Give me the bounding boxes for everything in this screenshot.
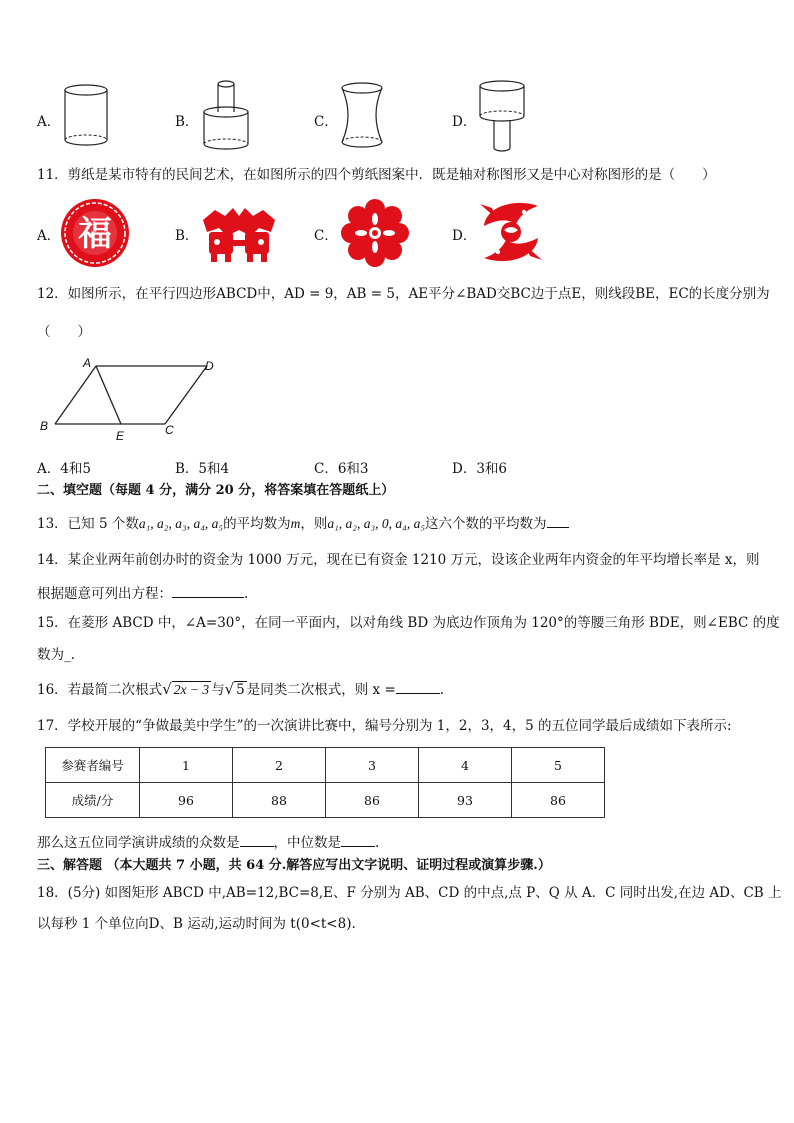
q14-line2-text: 根据题意可列出方程： — [37, 586, 172, 602]
table-row — [46, 783, 605, 818]
q17-median-blank[interactable] — [341, 832, 375, 847]
q13-set1: a₁, a₂, a₃, a₄, a₅ — [138, 516, 224, 531]
q14-line1: 14．某企业两年前创办时的资金为 1000 万元，现在已有资金 1210 万元，设该企业两年内资金的年平均增长率是 x，则 — [37, 552, 760, 568]
table-cell: 86 — [326, 783, 419, 818]
q12-label-e: E — [116, 429, 125, 443]
q12-label-b: B — [40, 419, 49, 433]
q17-after-text — [37, 832, 379, 853]
q12-paren: （ ） — [37, 324, 91, 340]
q17-question-text: 17．学校开展的“争做最美中学生”的一次演讲比赛中，编号分别为 1，2，3，4，5 的五位同学最后成绩如下表所示: — [37, 718, 732, 734]
table-cell: 2 — [233, 748, 326, 783]
q13-pre: 13．已知 5 个数 — [37, 516, 139, 532]
q10-option-d-label: D． — [452, 114, 477, 130]
q13-mid: 的平均数为 — [223, 516, 291, 532]
q10-option-a-label: A． — [37, 114, 61, 130]
q13-answer-blank[interactable] — [547, 513, 569, 528]
q14-answer-blank[interactable] — [172, 583, 244, 598]
q12-option-b: B．5和4 — [175, 461, 230, 477]
q15-line2: 数为_. — [37, 647, 76, 663]
section-2-heading: 二、填空题（每题 4 分，满分 20 分，将答案填在答题纸上） — [37, 483, 395, 498]
q12-option-d: D．3和6 — [452, 461, 508, 477]
table-cell: 1 — [140, 748, 233, 783]
q11-double-happiness-paper-cut — [199, 202, 279, 264]
q16-pre: 16．若最简二次根式 — [37, 682, 163, 698]
q10-inverted-stack-figure — [474, 76, 534, 160]
q17-mode-blank[interactable] — [240, 832, 274, 847]
q11-option-c-label: C． — [314, 228, 338, 244]
q12-label-d: D — [205, 359, 214, 373]
q18-line1: 18．(5分) 如图矩形 ABCD 中,AB=12,BC=8,E、F 分别为 AB、CD 的中点,点 P、Q 从 A．C 同时出发,在边 AD、CB 上 — [37, 885, 782, 901]
q10-cylinder-figure — [58, 78, 114, 154]
q16-radicand-1: 2x − 3 — [173, 682, 210, 697]
section-3-heading: 三、解答题 （本大题共 7 小题，共 64 分.解答应写出文字说明、证明过程或演算步骤.） — [37, 858, 551, 873]
q11-fu-character: 福 — [78, 214, 112, 254]
q14-line2 — [37, 583, 248, 604]
q10-option-c-label: C． — [314, 114, 338, 130]
q11-option-b-label: B． — [175, 228, 199, 244]
table-row — [46, 748, 605, 783]
q12-option-c: C．6和3 — [314, 461, 369, 477]
table-cell: 88 — [233, 783, 326, 818]
q12-label-c: C — [165, 423, 174, 437]
q12-parallelogram-figure — [37, 354, 227, 444]
q16-question: 16．若最简二次根式√ 2x − 3 与√ 5 是同类二次根式，则 x = . — [37, 680, 445, 698]
q13-post: 这六个数的平均数为 — [425, 516, 547, 532]
q13-question — [37, 513, 569, 534]
q13-mid2: ，则 — [300, 516, 328, 532]
q10-stacked-cylinder-figure — [196, 76, 256, 156]
q17-score-table — [45, 747, 605, 818]
q10-option-b-label: B． — [175, 114, 199, 130]
q11-option-a-label: A． — [37, 228, 61, 244]
table-cell: 5 — [512, 748, 605, 783]
q14-end: . — [244, 586, 249, 602]
q11-question-text: 11．剪纸是某市特有的民间艺术，在如图所示的四个剪纸图案中．既是轴对称图形又是中心对称图形的是（ ） — [37, 167, 716, 183]
q16-post: 是同类二次根式，则 x = — [246, 682, 396, 698]
q16-end: . — [439, 682, 445, 698]
table-cell: 96 — [140, 783, 233, 818]
table-cell: 3 — [326, 748, 419, 783]
q11-fish-paper-cut — [476, 196, 546, 268]
q16-radicand-2: 5 — [236, 682, 245, 698]
table-cell: 86 — [512, 783, 605, 818]
q11-flower-paper-cut — [340, 198, 410, 268]
q11-fu-paper-cut — [60, 198, 130, 272]
q13-m: m — [290, 516, 301, 531]
table-cell: 成绩/分 — [46, 783, 140, 818]
q17-after-end: . — [375, 835, 380, 851]
q12-option-a: A．4和5 — [37, 461, 91, 477]
q17-after-mid: ，中位数是 — [273, 835, 341, 851]
table-cell: 93 — [419, 783, 512, 818]
q18-line2: 以每秒 1 个单位向D、B 运动,运动时间为 t(0<t<8). — [37, 916, 356, 932]
q13-set2: a₁, a₂, a₃, 0, a₄, a₅ — [327, 516, 426, 531]
q12-label-a: A — [83, 356, 92, 370]
q17-after-pre: 那么这五位同学演讲成绩的众数是 — [37, 835, 240, 851]
q16-answer-blank[interactable] — [396, 679, 440, 694]
q10-hourglass-figure — [334, 78, 390, 154]
table-cell: 参赛者编号 — [46, 748, 140, 783]
q12-question-text: 12．如图所示，在平行四边形ABCD中，AD = 9，AB = 5，AE平分∠BAD交BC边于点E，则线段BE，EC的长度分别为 — [37, 286, 770, 302]
table-cell: 4 — [419, 748, 512, 783]
q15-line1: 15．在菱形 ABCD 中，∠A=30°，在同一平面内，以对角线 BD 为底边作顶角为 120°的等腰三角形 BDE，则∠EBC 的度 — [37, 615, 780, 631]
q11-option-d-label: D． — [452, 228, 477, 244]
q16-mid: 与 — [211, 682, 225, 698]
